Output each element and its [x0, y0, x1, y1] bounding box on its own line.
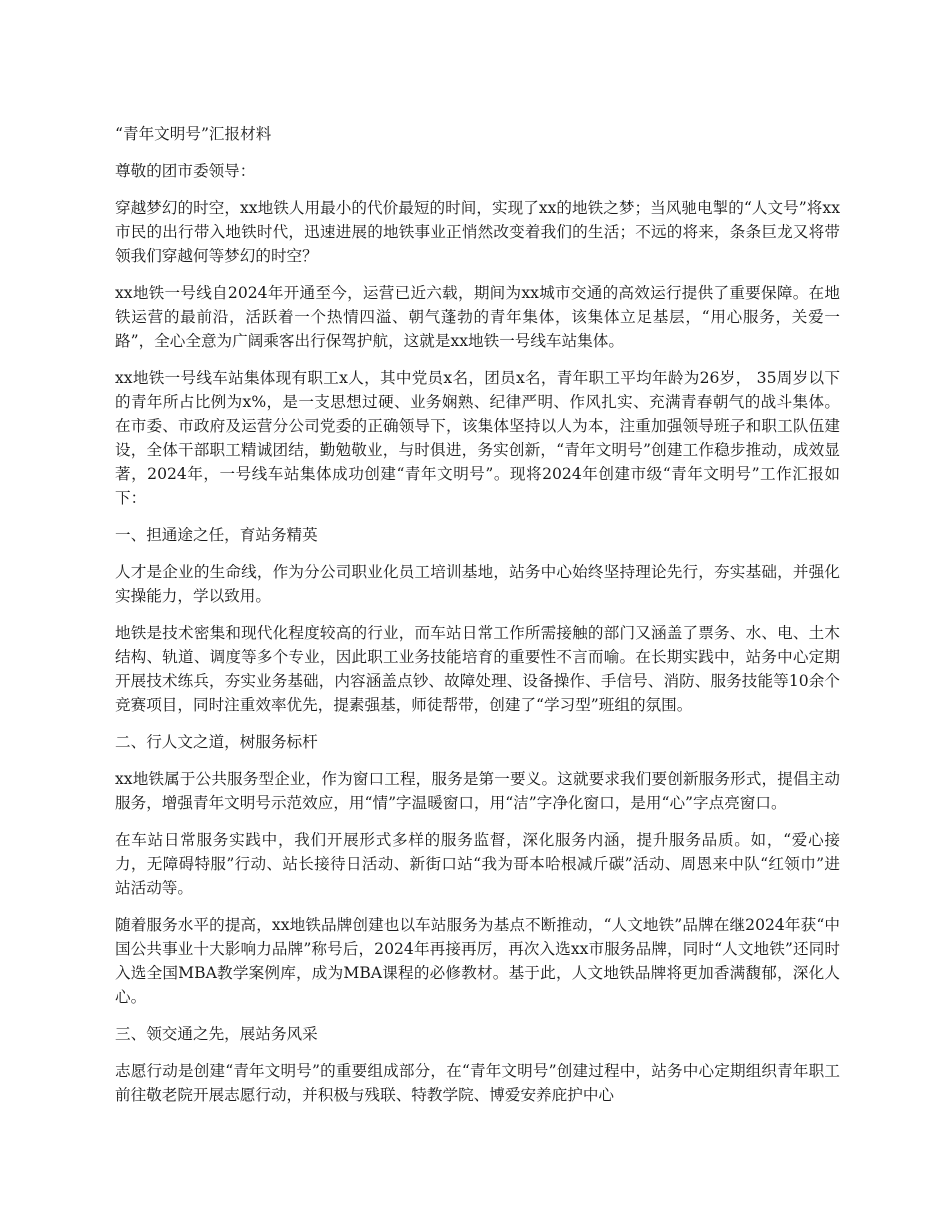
paragraph-talent: 人才是企业的生命线，作为分公司职业化员工培训基地，站务中心始终坚持理论先行，夯实基础，并强化实操能力，学以致用。: [115, 563, 840, 605]
paragraph-volunteer: 志愿行动是创建“青年文明号”的重要组成部分，在“青年文明号”创建过程中，站务中心定期组织青年职工前往敬老院开展志愿行动，并积极与残联、特教学院、博爱安养庇护中心: [115, 1062, 840, 1104]
paragraph-practice: 在车站日常服务实践中，我们开展形式多样的服务监督，深化服务内涵，提升服务品质。如，“爱心接力，无障碍特服”行动、站长接待日活动、新街口站“我为哥本哈根减斤碳”活动、周恩来中队“红领巾”进站活动等。: [115, 831, 840, 897]
paragraph-service: xx地铁属于公共服务型企业，作为窗口工程，服务是第一要义。这就要求我们要创新服务形式，提倡主动服务，增强青年文明号示范效应，用“情”字温暖窗口，用“洁”字净化窗口，是用“心”字点亮窗口。: [115, 770, 840, 812]
document-title: “青年文明号”汇报材料: [115, 125, 272, 143]
section-heading-three: 三、领交通之先，展站务风采: [115, 1025, 318, 1043]
document-body: [115, 122, 840, 1120]
paragraph-intro: 穿越梦幻的时空，xx地铁人用最小的代价最短的时间，实现了xx的地铁之梦；当风驰电掣的“人文号”将xx市民的出行带入地铁时代，迅速进展的地铁事业正悄然改变着我们的生活；不远的将来，条条巨龙又将带领我们穿越何等梦幻的时空？: [115, 199, 840, 265]
section-heading-one: 一、担通途之任，育站务精英: [115, 526, 318, 544]
paragraph-line-one: xx地铁一号线自2024年开通至今，运营已近六载，期间为xx城市交通的高效运行提供了重要保障。在地铁运营的最前沿，活跃着一个热情四溢、朝气蓬勃的青年集体，该集体立足基层，“用心服务，关爱一路”，全心全意为广阔乘客出行保驾护航，这就是xx地铁一号线车站集体。: [115, 284, 840, 350]
section-heading-two: 二、行人文之道，树服务标杆: [115, 733, 318, 751]
paragraph-collective: xx地铁一号线车站集体现有职工x人，其中党员x名，团员x名，青年职工平均年龄为26岁， 35周岁以下的青年所占比例为x%，是一支思想过硬、业务娴熟、纪律严明、作风扎实、充满青春朝气的战斗集体。在市委、市政府及运营分公司党委的正确领导下，该集体坚持以人为本，注重加强领导班子和职工队伍建设，全体干部职工精诚团结，勤勉敬业，与时俱进，务实创新，“青年文明号”创建工作稳步推动，成效显著，2024年，一号线车站集体成功创建“青年文明号”。现将2024年创建市级“青年文明号”工作汇报如下：: [115, 369, 840, 507]
paragraph-skills: 地铁是技术密集和现代化程度较高的行业，而车站日常工作所需接触的部门又涵盖了票务、水、电、土木结构、轨道、调度等多个专业，因此职工业务技能培育的重要性不言而喻。在长期实践中，站务中心定期开展技术练兵，夯实业务基础，内容涵盖点钞、故障处理、设备操作、手信号、消防、服务技能等10余个竞赛项目，同时注重效率优先，提素强基，师徒帮带，创建了“学习型”班组的氛围。: [115, 624, 840, 714]
salutation: 尊敬的团市委领导：: [115, 162, 256, 180]
paragraph-brand: 随着服务水平的提高，xx地铁品牌创建也以车站服务为基点不断推动，“人文地铁”品牌在继2024年获“中国公共事业十大影响力品牌”称号后，2024年再接再厉，再次入选xx市服务品牌，同时“人文地铁”还同时入选全国MBA教学案例库，成为MBA课程的必修教材。基于此，人文地铁品牌将更加香满馥郁，深化人心。: [115, 916, 840, 1006]
